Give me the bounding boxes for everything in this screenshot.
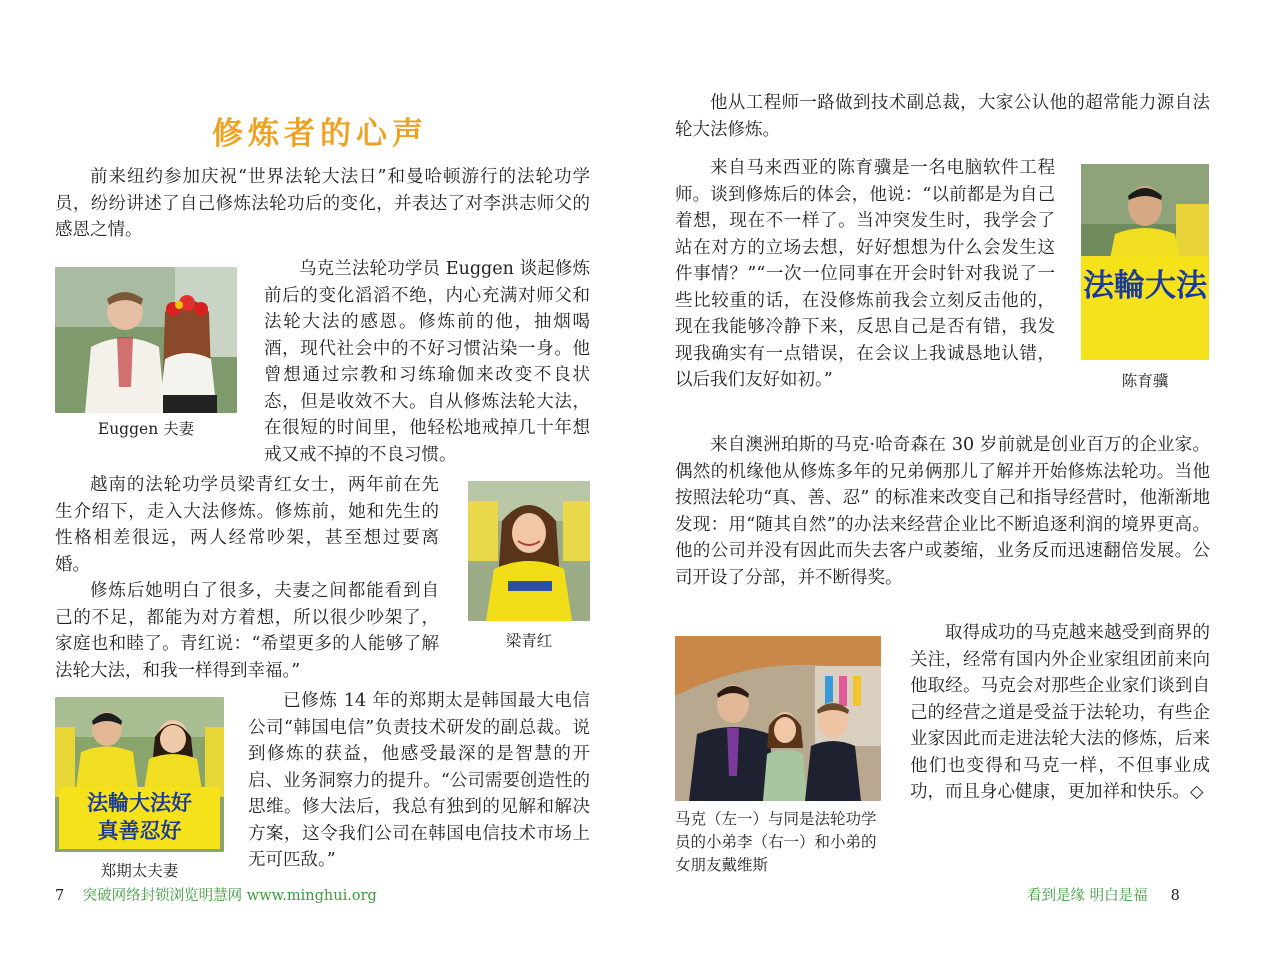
chen-banner-text: 法輪大法 <box>1083 268 1207 304</box>
euggen-caption: Euggen 夫妻 <box>97 420 195 438</box>
liang-qinghong-photo <box>468 481 590 621</box>
article-title: 修炼者的心声 <box>212 116 428 152</box>
left-footer <box>55 884 377 905</box>
zheng-paragraph: 已修炼 14 年的郑期太是韩国最大电信公司“韩国电信”负责技术研发的副总裁。说到修炼的获益，他感受最深的是智慧的开启、业务洞察力的提升。“公司需要创造性的思维。修大法后，我总有独到的见解和解决方案，这令我们公司在韩国电信技术市场上无可匹敌。” <box>248 691 590 870</box>
chen-caption: 陈育骥 <box>1121 372 1169 390</box>
right-footer <box>1027 884 1180 905</box>
page-number-left: 7 <box>55 888 65 904</box>
chen-yuji-photo <box>1081 164 1209 360</box>
liang-caption: 梁青红 <box>505 632 553 650</box>
zheng-continued-paragraph: 他从工程师一路做到技术副总裁，大家公认他的超常能力源自法轮大法修炼。 <box>675 93 1210 140</box>
zheng-banner-text: 法輪大法好 真善忍好 <box>87 791 192 843</box>
right-page <box>633 0 1265 978</box>
liang-paragraphs: 越南的法轮功学员梁青红女士，两年前在先生介绍下，走入大法修炼。修炼前，她和先生的性格相差很远，两人经常吵架，甚至想过要离婚。 修炼后她明白了很多，夫妻之间都能看到自己的不足，都能为对方着想，所以很少吵架了，家庭也和睦了。青红说：“希望更多的人能够了解法轮大法，和我一样得到幸福。” <box>55 475 439 681</box>
page-number-right: 8 <box>1170 888 1180 904</box>
mark-paragraph-2: 取得成功的马克越来越受到商界的关注，经常有国内外企业家组团前来向他取经。马克会对那些企业家们谈到自己的经营之道是受益于法轮功，有些企业家因此而走进法轮大法的修炼，后来他们也变得和马克一样，不但事业成功，而且身心健康，更加祥和快乐。◇ <box>910 623 1210 802</box>
euggen-couple-photo <box>55 267 237 413</box>
left-page <box>0 0 632 978</box>
mark-caption: 马克（左一）与同是法轮功学员的小弟李（右一）和小弟的女朋友戴维斯 <box>675 810 877 874</box>
left-footer-text: 突破网络封锁浏览明慧网 www.minghui.org <box>82 888 377 904</box>
right-footer-text: 看到是缘 明白是福 <box>1027 888 1148 904</box>
zheng-qitai-couple-photo <box>55 697 224 852</box>
chen-paragraph: 来自马来西亚的陈育骥是一名电脑软件工程师。谈到修炼后的体会，他说：“以前都是为自己着想，现在不一样了。当冲突发生时，我学会了站在对方的立场去想，好好想想为什么会发生这件事情？”“一次一位同事在开会时针对我说了一些比较重的话，在没修炼前我会立刻反击他的，现在我能够冷静下来，反思自己是否有错，我发现我确实有一点错误，在会议上我诚恳地认错，以后我们友好如初。” <box>675 158 1055 390</box>
mark-hutchison-photo <box>675 636 881 801</box>
euggen-paragraph: 乌克兰法轮功学员 Euggen 谈起修炼前后的变化滔滔不绝，内心充满对师父和法轮大法的感恩。修炼前的他，抽烟喝酒，现代社会中的不好习惯沾染一身。他曾想通过宗教和习练瑜伽来改变不良状态，但是收效不大。自从修炼法轮大法，在很短的时间里，他轻松地戒掉几十年想戒又戒不掉的不良习惯。 <box>264 259 590 465</box>
intro-paragraph: 前来纽约参加庆祝“世界法轮大法日”和曼哈顿游行的法轮功学员，纷纷讲述了自己修炼法轮功后的变化，并表达了对李洪志师父的感恩之情。 <box>55 167 590 240</box>
mark-paragraph-1: 来自澳洲珀斯的马克·哈奇森在 30 岁前就是创业百万的企业家。偶然的机缘他从修炼多年的兄弟俩那儿了解并开始修炼法轮功。当他按照法轮功“真、善、忍” 的标准来改变自己和指导经营时，他渐渐地发现：用“随其自然”的办法来经营企业比不断追逐利润的境界更高。他的公司并没有因此而失去客户或萎缩，业务反而迅速翻倍发展。公司开设了分部，并不断得奖。 <box>675 435 1210 588</box>
zheng-caption: 郑期太夫妻 <box>100 862 179 880</box>
